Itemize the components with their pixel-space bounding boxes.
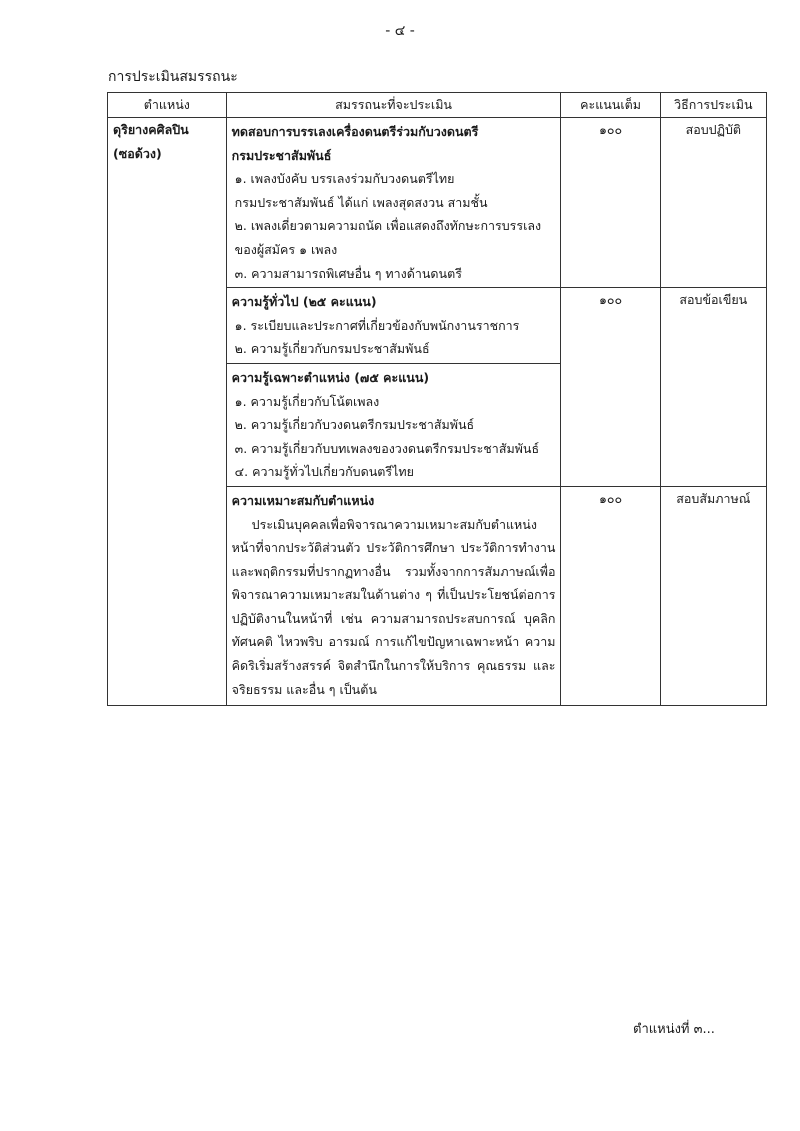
position-title: ดุริยางคศิลปิน bbox=[113, 122, 189, 137]
page-number: - ๔ - bbox=[385, 23, 415, 39]
header-position: ตำแหน่ง bbox=[108, 93, 227, 118]
score-cell: ๑๐๐ bbox=[561, 288, 660, 487]
competency-assessment-table bbox=[107, 92, 767, 706]
score-cell: ๑๐๐ bbox=[561, 118, 660, 288]
header-competency: สมรรถนะที่จะประเมิน bbox=[226, 93, 561, 118]
competency-item: ๒. เพลงเดี่ยวตามความถนัด เพื่อแสดงถึงทักษะการบรรเลง bbox=[234, 218, 542, 234]
method-cell: สอบข้อเขียน bbox=[660, 288, 766, 487]
header-method: วิธีการประเมิน bbox=[660, 93, 766, 118]
competency-heading: กรมประชาสัมพันธ์ bbox=[231, 147, 332, 163]
competency-item: ของผู้สมัคร ๑ เพลง bbox=[234, 241, 338, 257]
competency-cell bbox=[226, 288, 561, 364]
competency-item: กรมประชาสัมพันธ์ ได้แก่ เพลงสุดสงวน สามชั้น bbox=[234, 194, 488, 210]
competency-item: ๑. ระเบียบและประกาศที่เกี่ยวข้องกับพนักงานราชการ bbox=[234, 317, 520, 333]
competency-heading: ทดสอบการบรรเลงเครื่องดนตรีร่วมกับวงดนตรี bbox=[231, 124, 479, 139]
method-cell: สอบสัมภาษณ์ bbox=[660, 486, 766, 705]
competency-item: ๒. ความรู้เกี่ยวกับกรมประชาสัมพันธ์ bbox=[234, 341, 430, 357]
competency-cell bbox=[226, 363, 561, 486]
competency-paragraph: ประเมินบุคคลเพื่อพิจารณาความเหมาะสมกับตำแหน่งหน้าที่จากประวัติส่วนตัว ประวัติการศึกษา ประวัติการทำงาน และพฤติกรรมที่ปรากฏทางอื่น รวมทั้งจากการสัมภาษณ์เพื่อพิจารณาความเหมาะสมในด้านต่าง ๆ ที่เป็นประโยชน์ต่อการปฏิบัติงานในหน้าที่ เช่น ความสามารถประสบการณ์ บุคลิก ทัศนคติ ไหวพริบ อารมณ์ การแก้ไขปัญหาเฉพาะหน้า ความคิดริเริ่มสร้างสรรค์ จิตสำนึกในการให้บริการ คุณธรรม และจริยธรรม และอื่น ๆ เป็นต้น bbox=[231, 516, 556, 697]
competency-item: ๓. ความรู้เกี่ยวกับบทเพลงของวงดนตรีกรมประชาสัมพันธ์ bbox=[234, 440, 540, 456]
table-row bbox=[108, 118, 767, 288]
score-cell: ๑๐๐ bbox=[561, 486, 660, 705]
position-subtitle: (ซอด้วง) bbox=[113, 145, 162, 161]
section-title: การประเมินสมรรถนะ bbox=[108, 69, 238, 85]
competency-heading: ความเหมาะสมกับตำแหน่ง bbox=[231, 492, 375, 508]
table-header-row bbox=[108, 93, 767, 118]
competency-heading: ความรู้เฉพาะตำแหน่ง (๗๕ คะแนน) bbox=[231, 369, 430, 385]
method-cell: สอบปฏิบัติ bbox=[660, 118, 766, 288]
competency-item: ๒. ความรู้เกี่ยวกับวงดนตรีกรมประชาสัมพันธ์ bbox=[234, 417, 475, 433]
competency-item: ๓. ความสามารถพิเศษอื่น ๆ ทางด้านดนตรี bbox=[234, 265, 462, 281]
continuation-note: ตำแหน่งที่ ๓... bbox=[633, 1022, 715, 1037]
header-full-score: คะแนนเต็ม bbox=[561, 93, 660, 118]
competency-item: ๔. ความรู้ทั่วไปเกี่ยวกับดนตรีไทย bbox=[234, 464, 414, 480]
competency-item: ๑. เพลงบังคับ บรรเลงร่วมกับวงดนตรีไทย bbox=[234, 171, 455, 187]
competency-cell bbox=[226, 486, 561, 705]
competency-item: ๑. ความรู้เกี่ยวกับโน้ตเพลง bbox=[234, 393, 380, 409]
competency-heading: ความรู้ทั่วไป (๒๕ คะแนน) bbox=[231, 294, 377, 310]
competency-cell bbox=[226, 118, 561, 288]
position-cell bbox=[108, 118, 227, 706]
